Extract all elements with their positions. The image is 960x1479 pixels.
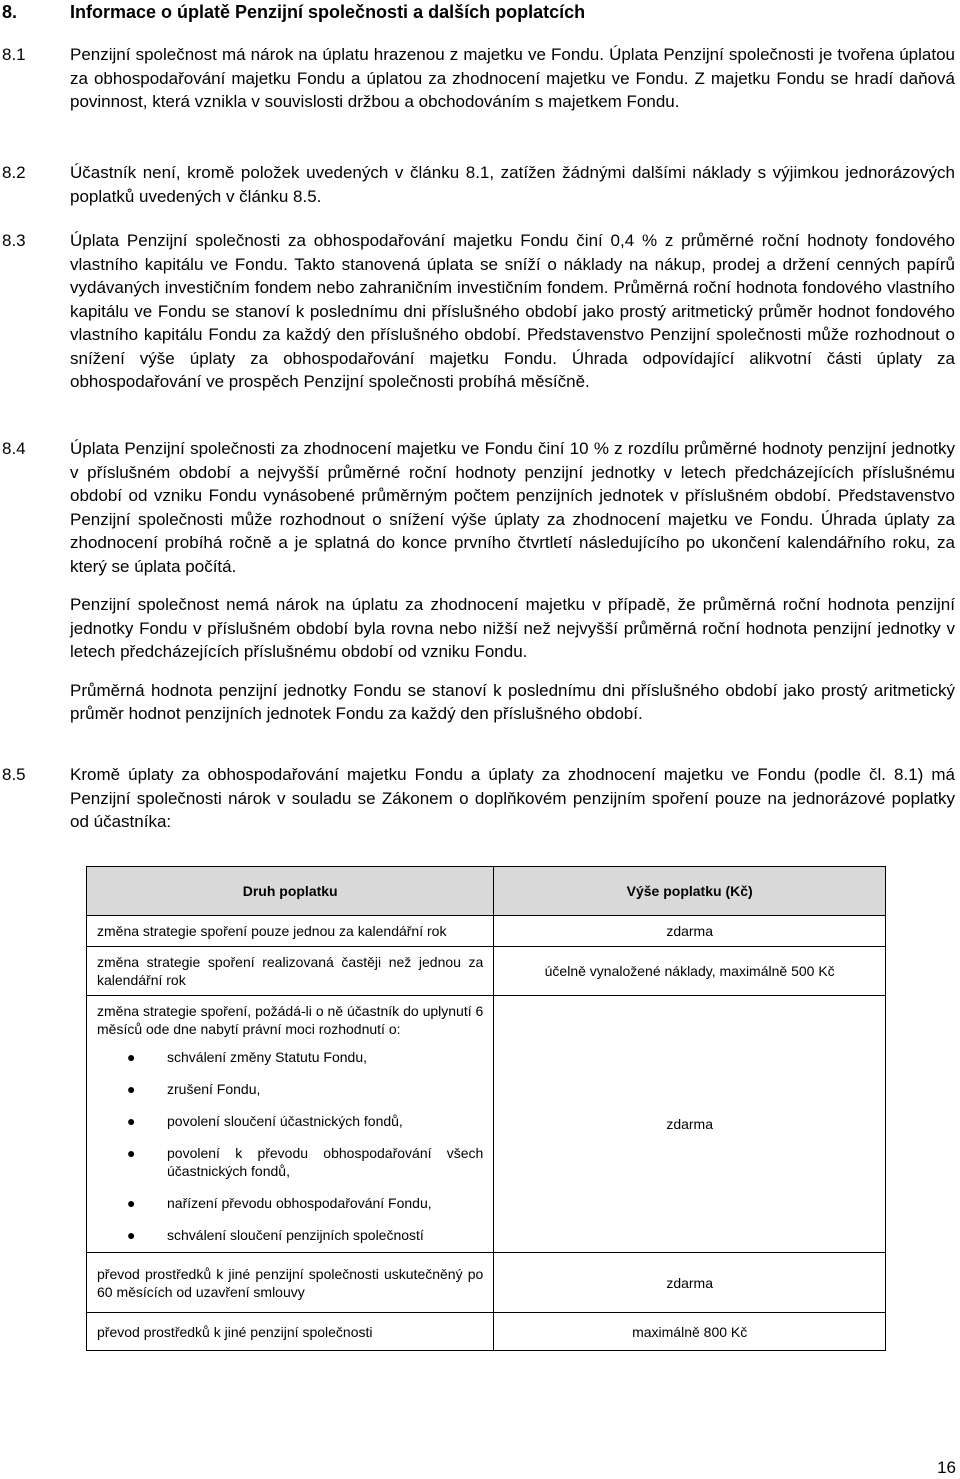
section-number: 8.5 [2, 765, 26, 784]
bullet-icon: ● [127, 1227, 136, 1243]
fee-type-cell: převod prostředků k jiné penzijní společnosti [87, 1313, 494, 1351]
section-number: 8.3 [2, 231, 26, 250]
paragraph: Kromě úplaty za obhospodařování majetku Fondu a úplaty za zhodnocení majetku ve Fondu (podle čl. 8.1) má Penzijní společnosti nárok v souladu se Zákonem o doplňkovém penzijním spoření pouze na jednorázové poplatky od účastníka: [70, 765, 955, 831]
section-8-5 [0, 763, 960, 834]
fee-intro-text: změna strategie spoření, požádá-li o ně účastník do uplynutí 6 měsíců ode dne nabytí právní moci rozhodnutí o: [97, 1003, 484, 1037]
paragraph: Penzijní společnost nemá nárok na úplatu za zhodnocení majetku v případě, že průměrná roční hodnota penzijní jednotky Fondu v příslušném období byla rovna nebo nižší než nejvyšší průměrná roční hodnota penzijní jednotky v letech předcházejících příslušnému období od vzniku Fondu. [70, 595, 955, 661]
section-number: 8.2 [2, 163, 26, 182]
fee-amount-cell: zdarma [494, 1253, 886, 1313]
paragraph: Úplata Penzijní společnosti za obhospodařování majetku Fondu činí 0,4 % z průměrné roční hodnoty fondového vlastního kapitálu ve Fondu. Takto stanovená úplata se sníží o náklady na nákup, prodej a držení cenných papírů vydávaných investičním fondem nebo zahraničním investičním fondem. Průměrná roční hodnota fondového vlastního kapitálu ve Fondu se stanoví k poslednímu dni příslušného období jako prostý aritmetický průměr hodnot fondového vlastního kapitálu Fondu za každý den příslušného období. Představenstvo Penzijní společnosti může rozhodnout o snížení výše úplaty za obhospodařování majetku Fondu. Úhrada odpovídající alikvotní části úplaty za obhospodařování ve prospěch Penzijní společnosti probíhá měsíčně. [70, 231, 955, 391]
table-row [87, 1313, 886, 1351]
paragraph: Úplata Penzijní společnosti za zhodnocení majetku ve Fondu činí 10 % z rozdílu průměrné hodnoty penzijní jednotky v příslušném období a nejvyšší průměrné roční hodnoty penzijní jednotky v letech předcházejících příslušnému období od vzniku Fondu vynásobené průměrným počtem penzijních jednotek v příslušném období. Představenstvo Penzijní společnosti může rozhodnout o snížení výše úplaty za zhodnocení majetku ve Fondu. Úhrada úplaty za zhodnocení probíhá ročně a je splatná do konce prvního čtvrtletí následujícího po ukončení kalendářního roku, za který se úplata počítá. [70, 439, 955, 576]
fee-type-cell: změna strategie spoření realizovaná častěji než jednou za kalendářní rok [87, 947, 494, 996]
table-header-row [87, 867, 886, 916]
fee-amount-cell: zdarma [494, 916, 886, 947]
section-8-1 [0, 43, 960, 114]
fee-amount-cell: účelně vynaložené náklady, maximálně 500 Kč [494, 947, 886, 996]
header-fee-amount: Výše poplatku (Kč) [494, 867, 886, 916]
bullet-icon: ● [127, 1113, 136, 1129]
list-item [97, 1194, 483, 1212]
list-item [97, 1226, 483, 1244]
list-item-text: povolení k převodu obhospodařování všech účastnických fondů, [167, 1145, 484, 1179]
bullet-icon: ● [127, 1081, 136, 1097]
fee-amount-cell: maximálně 800 Kč [494, 1313, 886, 1351]
table-row [87, 916, 886, 947]
bullet-icon: ● [127, 1195, 136, 1211]
section-number: 8.4 [2, 439, 26, 458]
paragraph: Účastník není, kromě položek uvedených v článku 8.1, zatížen žádnými dalšími náklady s výjimkou jednorázových poplatků uvedených v článku 8.5. [70, 163, 955, 206]
fee-type-cell: změna strategie spoření pouze jednou za kalendářní rok [87, 916, 494, 947]
list-item [97, 1112, 483, 1130]
table-row [87, 996, 886, 1253]
list-item-text: zrušení Fondu, [167, 1081, 261, 1097]
paragraph: Průměrná hodnota penzijní jednotky Fondu se stanoví k poslednímu dni příslušného období jako prostý aritmetický průměr hodnot penzijních jednotek Fondu za každý den příslušného období. [70, 680, 955, 723]
table-row [87, 947, 886, 996]
list-item [97, 1080, 483, 1098]
list-item [97, 1144, 483, 1180]
bullet-icon: ● [127, 1049, 136, 1065]
bullet-icon: ● [127, 1145, 136, 1161]
list-item-text: povolení sloučení účastnických fondů, [167, 1113, 403, 1129]
table-row [87, 1253, 886, 1313]
section-8-3 [0, 229, 960, 394]
list-item-text: schválení změny Statutu Fondu, [167, 1049, 367, 1065]
section-number: 8.1 [2, 45, 26, 64]
header-fee-type: Druh poplatku [87, 867, 494, 916]
section-8-4 [0, 437, 960, 726]
list-item-text: nařízení převodu obhospodařování Fondu, [167, 1195, 432, 1211]
heading-number: 8. [2, 2, 18, 22]
fee-amount-cell: zdarma [494, 996, 886, 1253]
fee-type-cell [87, 996, 494, 1253]
list-item [97, 1048, 483, 1066]
section-8-2 [0, 161, 960, 208]
paragraph: Penzijní společnost má nárok na úplatu hrazenou z majetku ve Fondu. Úplata Penzijní společnosti je tvořena úplatou za obhospodařování majetku Fondu a úplatou za zhodnocení majetku ve Fondu. Z majetku Fondu se hradí daňová povinnost, která vznikla v souvislosti držbou a obchodováním s majetkem Fondu. [70, 45, 955, 111]
list-item-text: schválení sloučení penzijních společností [167, 1227, 424, 1243]
heading-title: Informace o úplatě Penzijní společnosti a dalších poplatcích [70, 2, 586, 22]
fee-table [86, 866, 886, 1351]
decision-list [97, 1048, 483, 1244]
page-number: 16 [937, 1458, 956, 1477]
fee-type-cell: převod prostředků k jiné penzijní společnosti uskutečněný po 60 měsících od uzavření smlouvy [87, 1253, 494, 1313]
